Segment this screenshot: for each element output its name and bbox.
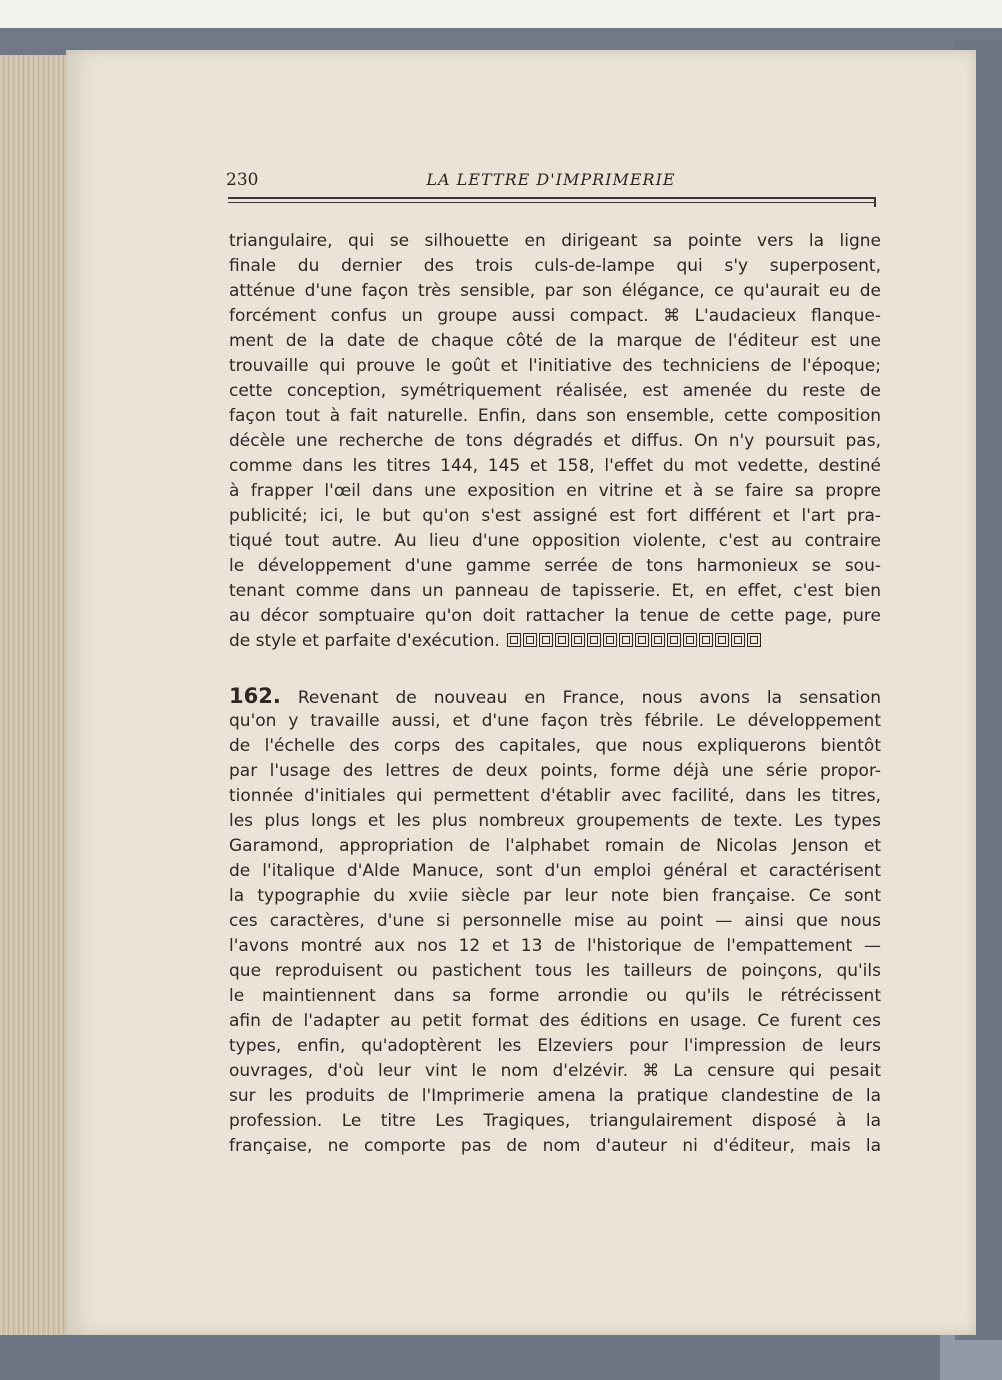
text-line-with-ornaments xyxy=(229,629,881,654)
page-number: 230 xyxy=(226,170,259,190)
text-line: que reproduisent ou pastichent tous les tailleurs de poinçons, qu'ils xyxy=(229,961,881,981)
text-line: atténue d'une façon très sensible, par son élégance, ce qu'aurait eu de xyxy=(229,281,881,301)
ornament-icon xyxy=(667,633,681,647)
text-line: triangulaire, qui se silhouette en dirigeant sa pointe vers la ligne xyxy=(229,231,881,251)
paragraph-gap xyxy=(229,654,881,684)
ornament-icon xyxy=(523,633,537,647)
running-head xyxy=(226,170,876,196)
text-line: décèle une recherche de tons dégradés et diffus. On n'y poursuit pas, xyxy=(229,431,881,451)
text-line: tiqué tout autre. Au lieu d'une opposition violente, c'est au contraire xyxy=(229,531,881,551)
ornament-icon xyxy=(587,633,601,647)
text-line: qu'on y travaille aussi, et d'une façon très fébrile. Le développement xyxy=(229,711,881,731)
body-text xyxy=(229,229,881,1159)
ornament-icon xyxy=(747,633,761,647)
ornament-icon xyxy=(651,633,665,647)
ornament-row xyxy=(505,631,761,651)
text-line: de style et parfaite d'exécution. xyxy=(229,631,500,651)
ornament-icon xyxy=(507,633,521,647)
ornament-icon xyxy=(699,633,713,647)
paragraph-2 xyxy=(229,684,881,1159)
text-line: cette conception, symétriquement réalisée, est amenée du reste de xyxy=(229,381,881,401)
text-line: la typographie du xviie siècle par leur note bien française. Ce sont xyxy=(229,886,881,906)
ornament-icon xyxy=(619,633,633,647)
text-line: de l'échelle des corps des capitales, que nous expliquerons bientôt xyxy=(229,736,881,756)
text-line: tenant comme dans un panneau de tapisserie. Et, en effet, c'est bien xyxy=(229,581,881,601)
ornament-icon xyxy=(603,633,617,647)
ornament-icon xyxy=(715,633,729,647)
text-line: trouvaille qui prouve le goût et l'initiative des techniciens de l'époque; xyxy=(229,356,881,376)
running-title: LA LETTRE D'IMPRIMERIE xyxy=(426,170,676,189)
paragraph-1 xyxy=(229,229,881,654)
ornament-icon xyxy=(731,633,745,647)
text-line: façon tout à fait naturelle. Enfin, dans son ensemble, cette composition xyxy=(229,406,881,426)
section-first-line xyxy=(229,684,881,709)
header-rule xyxy=(228,197,876,199)
text-line: ouvrages, d'où leur vint le nom d'elzévir. ⌘ La censure qui pesait xyxy=(229,1061,881,1081)
text-line: ment de la date de chaque côté de la marque de l'éditeur est une xyxy=(229,331,881,351)
text-line: Garamond, appropriation de l'alphabet romain de Nicolas Jenson et xyxy=(229,836,881,856)
text-line: tionnée d'initiales qui permettent d'établir avec facilité, dans les titres, xyxy=(229,786,881,806)
ornament-icon xyxy=(571,633,585,647)
ornament-icon xyxy=(635,633,649,647)
text-line: l'avons montré aux nos 12 et 13 de l'historique de l'empattement — xyxy=(229,936,881,956)
text-line: les plus longs et les plus nombreux groupements de texte. Les types xyxy=(229,811,881,831)
text-line: Revenant de nouveau en France, nous avons la sensation xyxy=(297,688,882,708)
header-rule-thin xyxy=(228,202,876,203)
text-line: au décor somptuaire qu'on doit rattacher la tenue de cette page, pure xyxy=(229,606,881,626)
text-line: comme dans les titres 144, 145 et 158, l'effet du mot vedette, destiné xyxy=(229,456,881,476)
text-line: ces caractères, d'une si personnelle mise au point — ainsi que nous xyxy=(229,911,881,931)
text-line: types, enfin, qu'adoptèrent les Elzeviers pour l'impression de leurs xyxy=(229,1036,881,1056)
text-line: forcément confus un groupe aussi compact. ⌘ L'audacieux flanque- xyxy=(229,306,881,326)
ornament-icon xyxy=(555,633,569,647)
text-line: le développement d'une gamme serrée de tons harmonieux se sou- xyxy=(229,556,881,576)
text-line: par l'usage des lettres de deux points, forme déjà une série propor- xyxy=(229,761,881,781)
text-line: finale du dernier des trois culs-de-lampe qui s'y superposent, xyxy=(229,256,881,276)
text-line: française, ne comporte pas de nom d'auteur ni d'éditeur, mais la xyxy=(229,1136,881,1156)
text-line: à frapper l'œil dans une exposition en vitrine et à se faire sa propre xyxy=(229,481,881,501)
text-line: le maintiennent dans sa forme arrondie ou qu'ils le rétrécissent xyxy=(229,986,881,1006)
text-line: profession. Le titre Les Tragiques, triangulairement disposé à la xyxy=(229,1111,881,1131)
text-line: sur les produits de l'Imprimerie amena la pratique clandestine de la xyxy=(229,1086,881,1106)
header-rule-end xyxy=(874,197,876,207)
text-line: publicité; ici, le but qu'on s'est assigné est fort différent et l'art pra- xyxy=(229,506,881,526)
ornament-icon xyxy=(539,633,553,647)
section-number: 162. xyxy=(229,684,281,708)
text-line: afin de l'adapter au petit format des éditions en usage. Ce furent ces xyxy=(229,1011,881,1031)
ornament-icon xyxy=(683,633,697,647)
text-line: de l'italique d'Alde Manuce, sont d'un emploi général et caractérisent xyxy=(229,861,881,881)
